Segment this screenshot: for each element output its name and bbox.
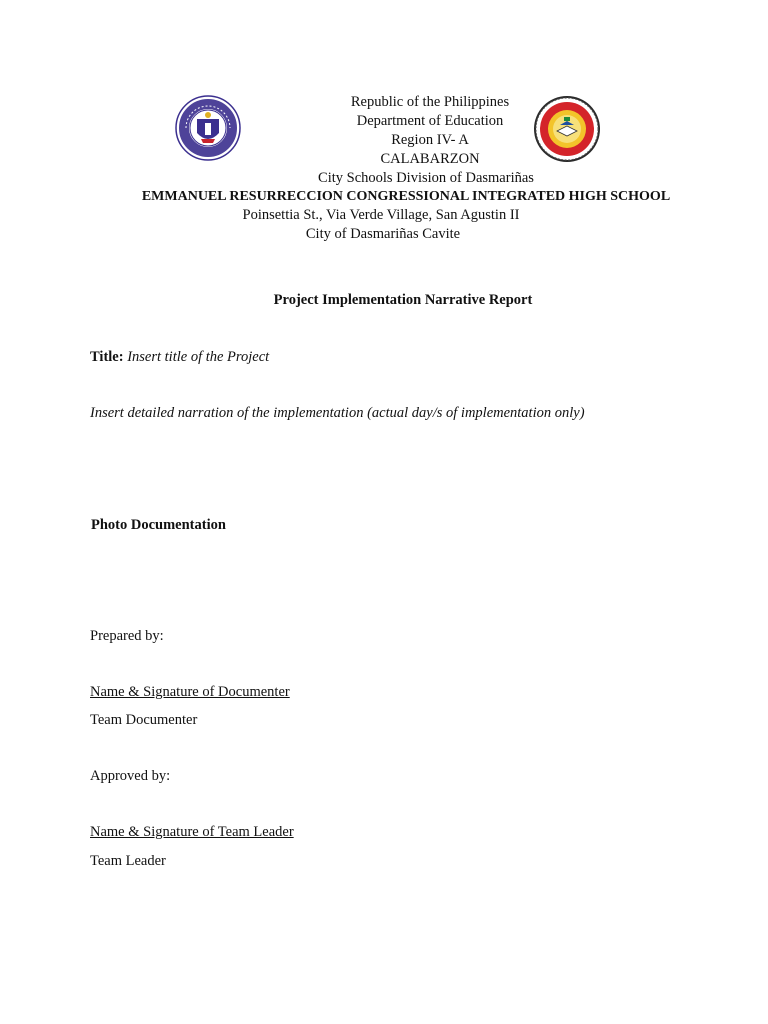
project-title-line xyxy=(90,349,269,366)
project-title-value: Insert title of the Project xyxy=(127,349,270,365)
header-calabarzon: CALABARZON xyxy=(380,151,480,167)
header-address-street: Poinsettia St., Via Verde Village, San Agustin II xyxy=(242,207,520,223)
header-address-city: City of Dasmariñas Cavite xyxy=(305,226,461,242)
header-region: Region IV- A xyxy=(391,132,469,148)
deped-seal-icon xyxy=(175,95,241,161)
report-heading: Project Implementation Narrative Report xyxy=(273,292,533,308)
school-seal-icon xyxy=(533,95,601,163)
narration-text: Insert detailed narration of the implementation (actual day/s of implementation only) xyxy=(90,405,585,421)
project-title-label: Title: xyxy=(90,349,124,365)
documenter-role: Team Documenter xyxy=(90,712,198,728)
prepared-by-label: Prepared by: xyxy=(90,628,164,644)
header-school-name: EMMANUEL RESURRECCION CONGRESSIONAL INTEGRATED HIGH SCHOOL xyxy=(141,189,671,204)
header-department: Department of Education xyxy=(356,113,504,129)
leader-name-signature: Name & Signature of Team Leader xyxy=(90,824,294,840)
leader-role: Team Leader xyxy=(90,853,166,869)
header-division: City Schools Division of Dasmariñas xyxy=(318,170,534,186)
approved-by-label: Approved by: xyxy=(90,768,171,784)
header-republic: Republic of the Philippines xyxy=(350,94,510,110)
photo-documentation-heading: Photo Documentation xyxy=(91,517,226,533)
documenter-name-signature: Name & Signature of Documenter xyxy=(90,684,290,700)
